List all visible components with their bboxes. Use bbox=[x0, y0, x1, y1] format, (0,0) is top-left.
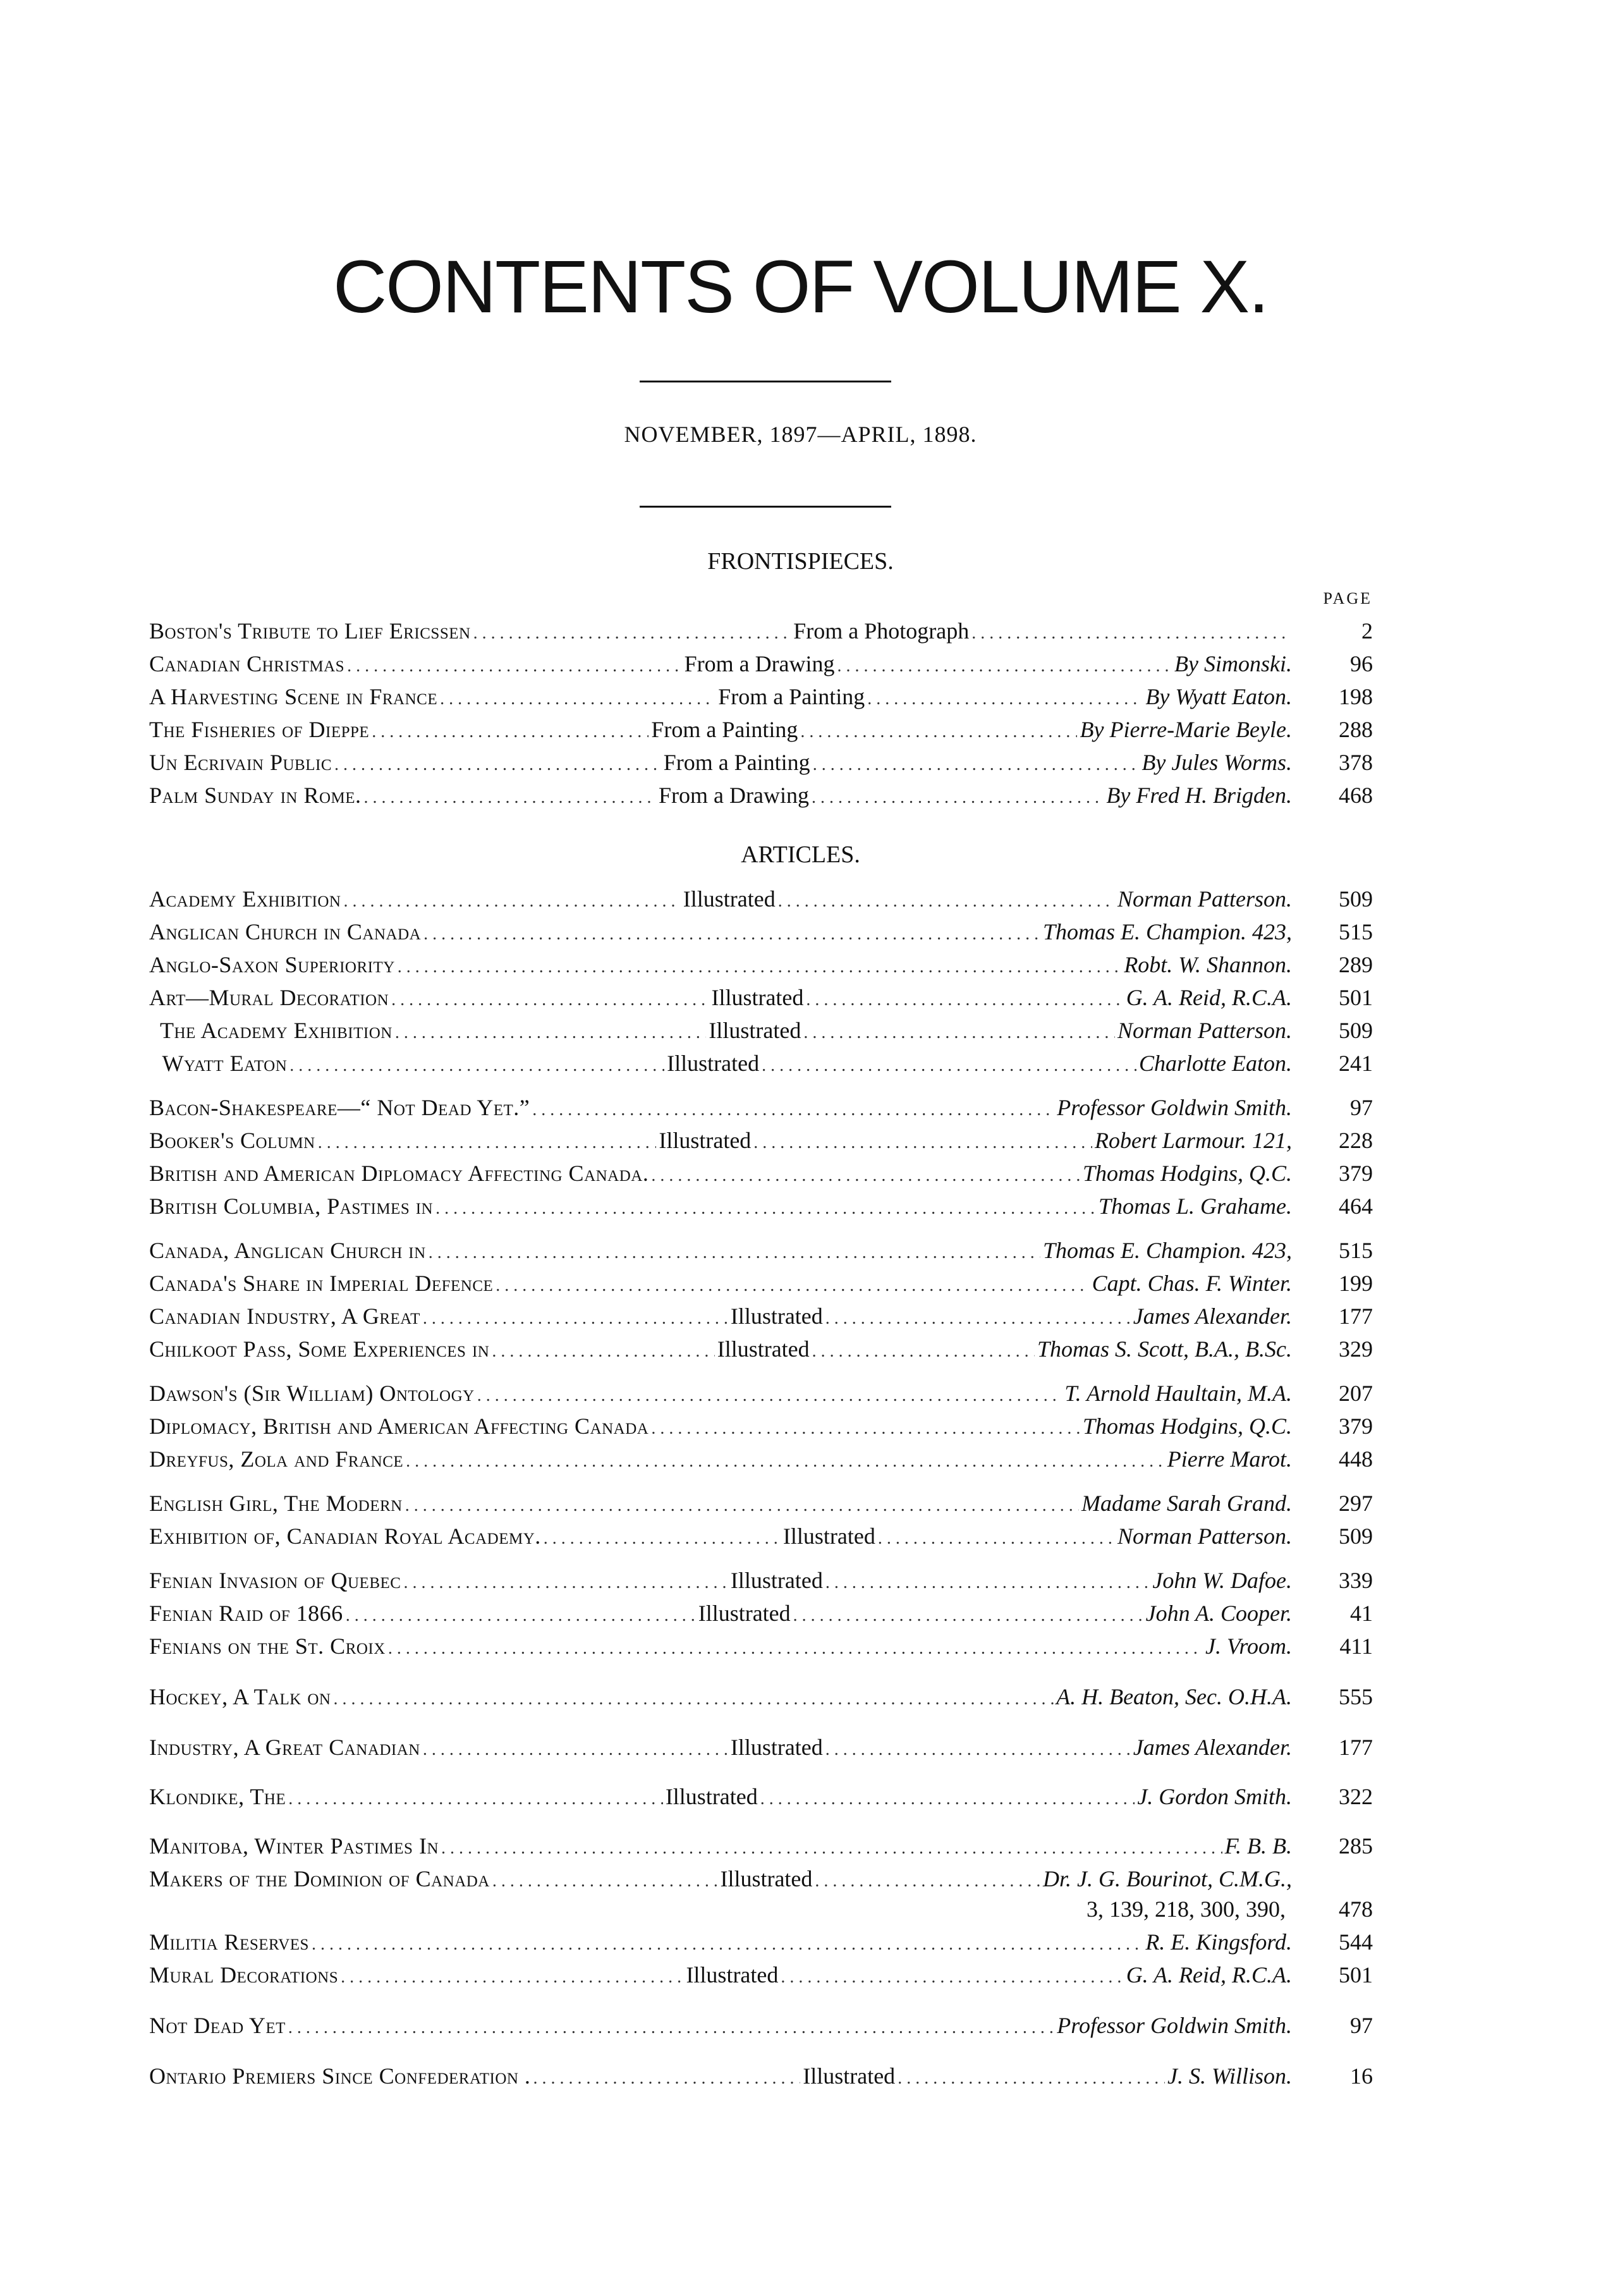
entry-title: Canada, Anglican Church in bbox=[149, 1238, 426, 1263]
toc-entry bbox=[149, 1680, 1373, 1713]
entry-page: 448 bbox=[1339, 1446, 1373, 1472]
entry-author: Norman Patterson. bbox=[1117, 886, 1292, 912]
leader-dots bbox=[288, 1783, 663, 1816]
entry-kind: From a Drawing bbox=[658, 783, 809, 808]
leader-dots bbox=[364, 781, 656, 814]
entry-page: 501 bbox=[1339, 985, 1373, 1010]
entry-title: Fenian Invasion of Quebec bbox=[149, 1568, 401, 1593]
entry-page: 468 bbox=[1339, 783, 1373, 808]
entry-title: Chilkoot Pass, Some Experiences in bbox=[149, 1336, 490, 1362]
entry-kind: From a Photograph bbox=[793, 618, 970, 644]
leader-dots bbox=[435, 1192, 1096, 1225]
entry-page: 177 bbox=[1339, 1735, 1373, 1760]
leader-dots bbox=[405, 1489, 1079, 1522]
toc-entry bbox=[149, 2009, 1373, 2042]
leader-dots bbox=[347, 650, 681, 683]
entry-page: 16 bbox=[1349, 2063, 1373, 2089]
toc-entry bbox=[149, 948, 1373, 981]
entry-author: Thomas L. Grahame. bbox=[1098, 1194, 1292, 1219]
toc-entry bbox=[149, 1047, 1373, 1080]
entry-page: 96 bbox=[1350, 651, 1373, 676]
entry-kind: Illustrated bbox=[730, 1735, 823, 1760]
toc-entry bbox=[149, 680, 1373, 713]
entry-author: Professor Goldwin Smith. bbox=[1057, 2013, 1292, 2038]
entry-page: 515 bbox=[1339, 1238, 1373, 1263]
toc-entry bbox=[149, 1926, 1373, 1958]
leader-dots bbox=[343, 885, 680, 918]
leader-dots bbox=[793, 1599, 1143, 1632]
entry-author: G. A. Reid, R.C.A. bbox=[1126, 985, 1292, 1010]
toc-entry bbox=[149, 647, 1373, 680]
entry-title: Klondike, The bbox=[149, 1784, 286, 1809]
entry-title: Not Dead Yet bbox=[149, 2013, 286, 2038]
entry-kind: Illustrated bbox=[711, 985, 804, 1010]
entry-kind: Illustrated bbox=[686, 1962, 779, 1988]
toc-entry bbox=[149, 882, 1373, 915]
entry-kind: Illustrated bbox=[659, 1128, 752, 1153]
entry-author: By Simonski. bbox=[1174, 651, 1292, 676]
leader-dots bbox=[341, 1961, 683, 1994]
toc-entry bbox=[149, 1487, 1373, 1520]
page-title: CONTENTS OF VOLUME X. bbox=[332, 245, 1269, 329]
leader-dots bbox=[289, 1049, 664, 1082]
entry-page: 2 bbox=[1361, 618, 1373, 644]
leader-dots bbox=[403, 1566, 727, 1599]
leader-dots bbox=[440, 683, 715, 716]
frontispieces-heading: FRONTISPIECES. bbox=[707, 548, 894, 575]
entry-title: English Girl, The Modern bbox=[149, 1491, 403, 1516]
leader-dots bbox=[346, 1599, 696, 1632]
entry-page: 411 bbox=[1339, 1633, 1373, 1659]
entry-author: Robert Larmour. 121, bbox=[1094, 1128, 1292, 1153]
toc-entry bbox=[149, 981, 1373, 1014]
entry-page: 339 bbox=[1338, 1568, 1373, 1593]
toc-entry bbox=[149, 1267, 1373, 1300]
toc-entry bbox=[149, 1597, 1373, 1630]
leader-dots bbox=[372, 716, 648, 748]
entry-page: 378 bbox=[1339, 750, 1373, 775]
entry-kind: From a Painting bbox=[718, 684, 865, 709]
entry-title: Mural Decorations bbox=[149, 1962, 339, 1988]
leader-dots bbox=[812, 1335, 1035, 1368]
toc-entry bbox=[149, 1410, 1373, 1443]
leader-dots bbox=[423, 1302, 728, 1335]
entry-page: 97 bbox=[1350, 1095, 1373, 1120]
entry-page: 289 bbox=[1339, 952, 1373, 977]
leader-dots bbox=[288, 2012, 1054, 2044]
entry-title: Booker's Column bbox=[149, 1128, 315, 1153]
toc-entry bbox=[149, 779, 1373, 812]
leader-dots bbox=[651, 1159, 1080, 1192]
divider bbox=[640, 381, 891, 382]
entry-kind: Illustrated bbox=[665, 1784, 758, 1809]
entry-author: Thomas Hodgins, Q.C. bbox=[1082, 1161, 1292, 1186]
entry-kind: Illustrated bbox=[803, 2063, 896, 2089]
leader-dots bbox=[867, 683, 1143, 716]
leader-dots bbox=[492, 1335, 714, 1368]
entry-title: Boston's Tribute to Lief Ericssen bbox=[149, 618, 471, 644]
entry-title: Academy Exhibition bbox=[149, 886, 341, 912]
entry-author: James Alexander. bbox=[1133, 1735, 1292, 1760]
leader-dots bbox=[318, 1127, 657, 1159]
entry-title: Ontario Premiers Since Confederation . bbox=[149, 2063, 531, 2089]
entry-kind: Illustrated bbox=[698, 1601, 791, 1626]
entry-author: By Jules Worms. bbox=[1141, 750, 1292, 775]
leader-dots bbox=[878, 1522, 1115, 1555]
leader-dots bbox=[778, 885, 1115, 918]
entry-author: J. S. Willison. bbox=[1167, 2063, 1292, 2089]
leader-dots bbox=[423, 918, 1040, 951]
entry-page: 555 bbox=[1339, 1684, 1373, 1709]
entry-page: 464 bbox=[1339, 1194, 1373, 1219]
leader-dots bbox=[813, 748, 1140, 781]
toc-entry bbox=[149, 1780, 1373, 1813]
leader-dots bbox=[760, 1783, 1135, 1816]
entry-author: Charlotte Eaton. bbox=[1139, 1051, 1293, 1076]
page-column-label: PAGE bbox=[1323, 589, 1372, 608]
leader-dots bbox=[429, 1237, 1040, 1269]
entry-extra-pages: 3, 139, 218, 300, 390, bbox=[1087, 1896, 1286, 1922]
entry-author: Dr. J. G. Bourinot, C.M.G., bbox=[1043, 1866, 1292, 1891]
entry-page: 379 bbox=[1339, 1414, 1373, 1439]
leader-dots bbox=[753, 1127, 1092, 1159]
leader-dots bbox=[423, 1733, 728, 1766]
entry-page: 379 bbox=[1339, 1161, 1373, 1186]
entry-title: Fenian Raid of 1866 bbox=[149, 1601, 343, 1626]
leader-dots bbox=[800, 716, 1077, 748]
entry-page: 544 bbox=[1339, 1929, 1373, 1955]
leader-dots bbox=[333, 1683, 1054, 1716]
entry-author: F. B. B. bbox=[1224, 1833, 1292, 1859]
entry-kind: Illustrated bbox=[709, 1018, 801, 1043]
entry-title: The Fisheries of Dieppe bbox=[149, 717, 370, 742]
entry-kind: Illustrated bbox=[717, 1336, 810, 1362]
entry-title: Canadian Christmas bbox=[149, 651, 345, 676]
leader-dots bbox=[391, 984, 709, 1017]
entry-page: 322 bbox=[1338, 1784, 1373, 1809]
entry-title: The Academy Exhibition bbox=[160, 1018, 393, 1043]
toc-entry bbox=[149, 713, 1373, 746]
entry-title: Bacon-Shakespeare—“ Not Dead Yet.” bbox=[149, 1095, 530, 1120]
entry-page: 241 bbox=[1339, 1051, 1373, 1076]
entry-kind: Illustrated bbox=[730, 1568, 823, 1593]
leader-dots bbox=[781, 1961, 1123, 1994]
entry-title: Industry, A Great Canadian bbox=[149, 1735, 420, 1760]
leader-dots bbox=[398, 951, 1122, 984]
leader-dots bbox=[544, 1522, 781, 1555]
leader-dots bbox=[473, 617, 791, 650]
date-range: NOVEMBER, 1897—APRIL, 1898. bbox=[624, 422, 977, 447]
leader-dots bbox=[334, 748, 661, 781]
toc-entry bbox=[149, 614, 1373, 647]
entry-page: 288 bbox=[1338, 717, 1373, 742]
entry-page: 478 bbox=[1339, 1896, 1373, 1922]
entry-kind: From a Painting bbox=[651, 717, 798, 742]
entry-title: Art—Mural Decoration bbox=[149, 985, 389, 1010]
toc-entry bbox=[149, 1564, 1373, 1597]
entry-author: Madame Sarah Grand. bbox=[1081, 1491, 1292, 1516]
entry-title: A Harvesting Scene in France bbox=[149, 684, 438, 709]
entry-kind: Illustrated bbox=[782, 1524, 875, 1549]
entry-page: 198 bbox=[1338, 684, 1373, 709]
entry-author: James Alexander. bbox=[1133, 1304, 1292, 1329]
entry-kind: From a Drawing bbox=[684, 651, 835, 676]
entry-author: J. Vroom. bbox=[1205, 1633, 1292, 1659]
entry-author: By Wyatt Eaton. bbox=[1145, 684, 1292, 709]
entry-title: Palm Sunday in Rome. bbox=[149, 783, 362, 808]
entry-page: 228 bbox=[1338, 1128, 1373, 1153]
entry-author: John A. Cooper. bbox=[1145, 1601, 1292, 1626]
entry-author: Capt. Chas. F. Winter. bbox=[1092, 1271, 1292, 1296]
entry-title: Canadian Industry, A Great bbox=[149, 1304, 420, 1329]
leader-dots bbox=[837, 650, 1172, 683]
leader-dots bbox=[825, 1302, 1131, 1335]
toc-entry bbox=[149, 1958, 1373, 1991]
entry-title: Wyatt Eaton bbox=[162, 1051, 288, 1076]
toc-entry bbox=[149, 1333, 1373, 1365]
toc-entry bbox=[149, 1443, 1373, 1475]
toc-entry bbox=[149, 1190, 1373, 1223]
entry-author: Professor Goldwin Smith. bbox=[1057, 1095, 1292, 1120]
entry-author: A. H. Beaton, Sec. O.H.A. bbox=[1056, 1684, 1292, 1709]
entry-page: 329 bbox=[1339, 1336, 1373, 1362]
entry-page: 177 bbox=[1339, 1304, 1373, 1329]
entry-page: 285 bbox=[1339, 1833, 1373, 1859]
toc-entry bbox=[149, 2060, 1373, 2092]
entry-title: Manitoba, Winter Pastimes In bbox=[149, 1833, 439, 1859]
leader-dots bbox=[812, 781, 1104, 814]
leader-dots bbox=[395, 1017, 707, 1049]
entry-title: Hockey, A Talk on bbox=[149, 1684, 331, 1709]
leader-dots bbox=[825, 1566, 1150, 1599]
toc-entry bbox=[149, 746, 1373, 779]
entry-author: By Pierre-Marie Beyle. bbox=[1080, 717, 1292, 742]
entry-author: By Fred H. Brigden. bbox=[1106, 783, 1292, 808]
entry-title: Dreyfus, Zola and France bbox=[149, 1446, 404, 1472]
entry-author: Thomas E. Champion. 423, bbox=[1042, 919, 1292, 944]
divider bbox=[640, 506, 891, 508]
leader-dots bbox=[496, 1269, 1089, 1302]
entry-page: 207 bbox=[1339, 1381, 1373, 1406]
entry-author: G. A. Reid, R.C.A. bbox=[1126, 1962, 1292, 1988]
entry-kind: Illustrated bbox=[720, 1866, 813, 1891]
toc-entry-continuation bbox=[149, 1893, 1373, 1926]
entry-author: Norman Patterson. bbox=[1117, 1524, 1292, 1549]
leader-dots bbox=[533, 2062, 800, 2095]
articles-heading: ARTICLES. bbox=[741, 841, 860, 868]
entry-author: Thomas E. Champion. 423, bbox=[1042, 1238, 1292, 1263]
toc-entry bbox=[149, 1157, 1373, 1190]
entry-kind: Illustrated bbox=[667, 1051, 760, 1076]
entry-page: 501 bbox=[1339, 1962, 1373, 1988]
entry-author: T. Arnold Haultain, M.A. bbox=[1064, 1381, 1292, 1406]
leader-dots bbox=[388, 1632, 1203, 1665]
entry-title: British Columbia, Pastimes in bbox=[149, 1194, 434, 1219]
entry-kind: Illustrated bbox=[683, 886, 776, 912]
entry-author: Norman Patterson. bbox=[1117, 1018, 1292, 1043]
entry-page: 97 bbox=[1350, 2013, 1373, 2038]
leader-dots bbox=[532, 1094, 1054, 1127]
entry-author: Thomas S. Scott, B.A., B.Sc. bbox=[1037, 1336, 1292, 1362]
toc-entry bbox=[149, 1014, 1373, 1047]
entry-page: 509 bbox=[1339, 1018, 1373, 1043]
toc-entry bbox=[149, 1829, 1373, 1862]
leader-dots bbox=[651, 1412, 1080, 1445]
leader-dots bbox=[825, 1733, 1131, 1766]
entry-page: 509 bbox=[1339, 1524, 1373, 1549]
entry-kind: From a Painting bbox=[663, 750, 810, 775]
entry-title: Fenians on the St. Croix bbox=[149, 1633, 386, 1659]
entry-title: Diplomacy, British and American Affecting Canada bbox=[149, 1414, 649, 1439]
entry-title: British and American Diplomacy Affecting Canada. bbox=[149, 1161, 649, 1186]
entry-author: John W. Dafoe. bbox=[1152, 1568, 1292, 1593]
leader-dots bbox=[441, 1832, 1222, 1865]
leader-dots bbox=[406, 1445, 1165, 1478]
entry-page: 199 bbox=[1339, 1271, 1373, 1296]
leader-dots bbox=[312, 1928, 1143, 1961]
leader-dots bbox=[477, 1379, 1062, 1412]
toc-entry bbox=[149, 1520, 1373, 1553]
leader-dots bbox=[806, 984, 1123, 1017]
entry-title: Dawson's (Sir William) Ontology bbox=[149, 1381, 475, 1406]
entry-title: Makers of the Dominion of Canada bbox=[149, 1866, 490, 1891]
toc-entry bbox=[149, 915, 1373, 948]
toc-entry bbox=[149, 1234, 1373, 1267]
entry-page: 515 bbox=[1339, 919, 1373, 944]
entry-page: 41 bbox=[1350, 1601, 1373, 1626]
toc-entry bbox=[149, 1124, 1373, 1157]
toc-entry bbox=[149, 1731, 1373, 1764]
entry-page: 509 bbox=[1339, 886, 1373, 912]
entry-title: Anglican Church in Canada bbox=[149, 919, 422, 944]
entry-title: Canada's Share in Imperial Defence bbox=[149, 1271, 494, 1296]
toc-entry bbox=[149, 1862, 1373, 1895]
entry-title: Anglo-Saxon Superiority bbox=[149, 952, 395, 977]
toc-entry bbox=[149, 1091, 1373, 1124]
entry-page: 297 bbox=[1339, 1491, 1373, 1516]
entry-title: Exhibition of, Canadian Royal Academy. bbox=[149, 1524, 541, 1549]
leader-dots bbox=[762, 1049, 1136, 1082]
entry-author: J. Gordon Smith. bbox=[1137, 1784, 1292, 1809]
entry-author: Pierre Marot. bbox=[1167, 1446, 1292, 1472]
entry-title: Militia Reserves bbox=[149, 1929, 309, 1955]
entry-kind: Illustrated bbox=[730, 1304, 823, 1329]
toc-entry bbox=[149, 1630, 1373, 1663]
leader-dots bbox=[803, 1017, 1115, 1049]
entry-author: Thomas Hodgins, Q.C. bbox=[1082, 1414, 1292, 1439]
entry-author: R. E. Kingsford. bbox=[1145, 1929, 1292, 1955]
entry-author: Robt. W. Shannon. bbox=[1124, 952, 1292, 977]
leader-dots bbox=[898, 2062, 1165, 2095]
leader-dots bbox=[971, 617, 1289, 650]
toc-entry bbox=[149, 1377, 1373, 1410]
entry-title: Un Ecrivain Public bbox=[149, 750, 332, 775]
toc-entry bbox=[149, 1300, 1373, 1333]
